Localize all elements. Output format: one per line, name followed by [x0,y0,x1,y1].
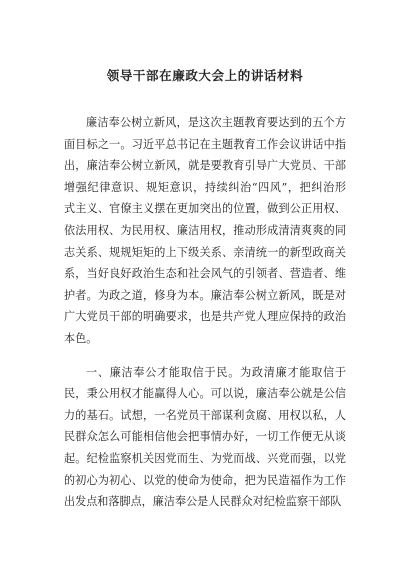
text-line: 民，秉公用权才能赢得人心。可以说，廉洁奉公就是公信 [64,387,346,401]
text-line: 面目标之一。习近平总书记在主题教育工作会议讲话中指 [64,137,346,151]
text-line: 起。纪检监察机关因党而生、为党而战、兴党而强，以党 [64,451,346,465]
paragraph [64,112,346,350]
text-line: 志关系、规规矩矩的上下级关系、亲清统一的新型政商关 [64,245,346,259]
text-line: 出，廉洁奉公树立新风，就是要教育引导广大党员、干部 [64,159,346,173]
text-line: 系，当好良好政治生态和社会风气的引领者、营造者、维 [64,267,346,281]
text-line: 本色。 [64,331,98,345]
text-line: 力的基石。试想，一名党员干部谋利贪腐、用权以私，人 [64,408,346,422]
document-title: 领导干部在廉政大会上的讲话材料 [106,68,304,83]
text-line: 式主义、官僚主义摆在更加突出的位置，做到公正用权、 [64,202,346,216]
text-line: 护者。为政之道，修身为本。廉洁奉公树立新风，既是对 [64,288,346,302]
document-body [64,112,346,525]
text-line: 民群众怎么可能相信他会把事情办好，一切工作便无从谈 [64,430,346,444]
text-line: 出发点和落脚点，廉洁奉公是人民群众对纪检监察干部队 [64,495,342,509]
text-line: 廉洁奉公树立新风，是这次主题教育要达到的五个方 [86,116,346,129]
text-line: 广大党员干部的明确要求，也是共产党人理应保持的政治 [64,310,346,324]
paragraph [64,362,346,513]
text-line: 的初心为初心、以党的使命为使命，把为民造福作为工作 [64,473,346,487]
text-line: 增强纪律意识、规矩意识，持续纠治“四风”，把纠治形 [64,180,346,194]
text-line: 依法用权、为民用权、廉洁用权，推动形成清清爽爽的同 [64,223,346,237]
text-line: 一、廉洁奉公才能取信于民。为政清廉才能取信于 [86,365,346,379]
